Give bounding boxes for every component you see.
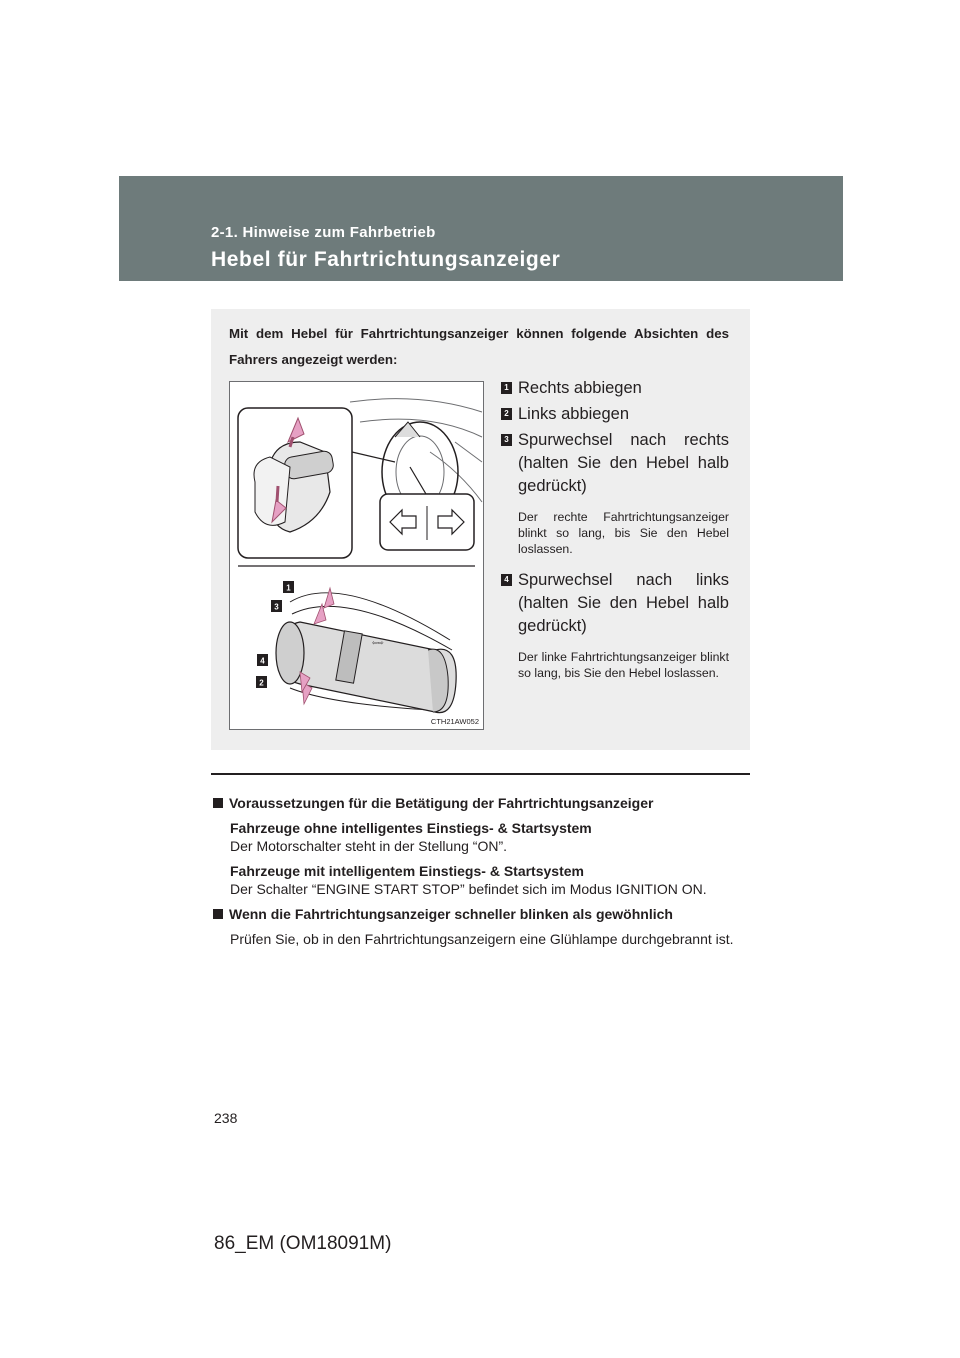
list-item [501,569,729,638]
number-badge: 2 [501,408,512,420]
document-code: 86_EM (OM18091M) [214,1233,392,1254]
info-panel [211,309,750,750]
page-number: 238 [214,1110,238,1126]
body-text [213,794,745,955]
paragraph-text: Der Motorschalter steht in der Stellung “ON”. [230,838,507,854]
section-label: 2-1. Hinweise zum Fahrbetrieb [211,224,436,241]
figure-code: CTH21AW052 [430,717,479,726]
item-text: Rechts abbiegen [518,379,642,397]
paragraph-text: Der Schalter “ENGINE START STOP” befindet sich im Modus IGNITION ON. [230,881,707,897]
paragraph [230,819,745,855]
square-bullet-icon [213,798,223,808]
list-item [501,429,729,498]
section-divider [211,773,750,775]
list-item [501,403,729,426]
section-heading: Wenn die Fahrtrichtungsanzeiger schneller blinken als gewöhnlich [213,905,745,923]
item-note: Der rechte Fahrtrichtungsanzeiger blinkt so lang, bis Sie den Hebel loslassen. [518,510,729,556]
page-title: Hebel für Fahrtrichtungsanzeiger [211,248,561,271]
item-note: Der linke Fahrtrichtungsanzeiger blinkt so lang, bis Sie den Hebel loslassen. [518,650,729,680]
lever-drawing [230,382,483,729]
callout-1-label: 1 [286,583,291,593]
callout-3-label: 3 [274,602,279,612]
square-bullet-icon [213,909,223,919]
number-badge: 4 [501,574,512,586]
paragraph-subtitle: Fahrzeuge ohne intelligentes Einstiegs- & Startsystem [230,820,592,836]
chapter-header [119,176,843,281]
paragraph-text: Prüfen Sie, ob in den Fahrtrichtungsanzeigern eine Glühlampe durchgebrannt ist. [230,931,734,947]
turn-signal-lever-illustration [229,381,484,730]
paragraph-subtitle: Fahrzeuge mit intelligentem Einstiegs- & Startsystem [230,863,584,879]
callout-2-label: 2 [259,678,264,688]
item-text: Links abbiegen [518,405,630,423]
function-list [501,377,729,693]
item-text: Spurwechsel nach rechts (halten Sie den Hebel halb gedrückt) [518,431,729,495]
number-badge: 1 [501,382,512,394]
number-badge: 3 [501,434,512,446]
svg-text:⇦⇨: ⇦⇨ [372,640,384,647]
intro-text: Mit dem Hebel für Fahrtrichtungsanzeiger können folgende Absichten des Fahrers angezeigt werden: [229,326,729,367]
paragraph [230,862,745,898]
section-heading: Voraussetzungen für die Betätigung der Fahrtrichtungsanzeiger [213,794,745,812]
callout-4-label: 4 [260,656,265,666]
list-item [501,377,729,400]
item-text: Spurwechsel nach links (halten Sie den Hebel halb gedrückt) [518,571,729,635]
